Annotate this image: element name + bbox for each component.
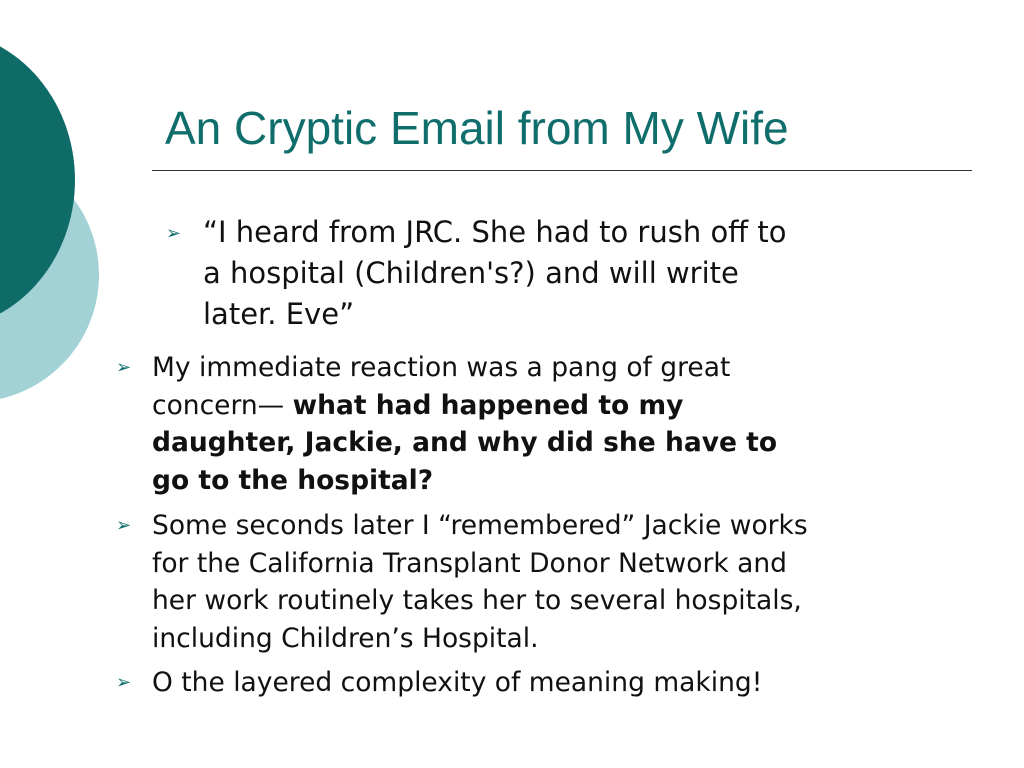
- bullet-emphasis: daughter, Jackie, and why did she have to: [152, 427, 778, 458]
- bullet-text: concern—: [152, 389, 293, 421]
- arrow-bullet-icon: ➢: [166, 223, 182, 244]
- quote-line: a hospital (Children's?) and will write: [203, 256, 739, 290]
- bullet-remembered: [116, 507, 952, 657]
- bullet-conclusion: [116, 664, 952, 702]
- bullet-emphasis: go to the hospital?: [152, 464, 434, 496]
- bullet-emphasis: what had happened to my: [292, 389, 684, 421]
- arrow-bullet-icon: ➢: [116, 357, 132, 378]
- bullet-text: her work routinely takes her to several hospitals,: [152, 585, 802, 616]
- quote-bullet: [166, 212, 933, 335]
- bullet-reaction: [116, 349, 952, 499]
- bullet-text: My immediate reaction was a pang of great: [152, 352, 731, 383]
- bullet-text: Some seconds later I “remembered” Jackie works: [152, 510, 808, 541]
- bullet-text: for the California Transplant Donor Network and: [152, 547, 787, 579]
- arrow-bullet-icon: ➢: [116, 672, 132, 693]
- quote-line: “I heard from JRC. She had to rush off to: [203, 215, 787, 249]
- quote-line: later. Eve”: [203, 297, 355, 331]
- bullet-text: O the layered complexity of meaning making!: [152, 667, 763, 698]
- title-divider: [152, 170, 972, 171]
- arrow-bullet-icon: ➢: [116, 515, 132, 536]
- bullet-text: including Children’s Hospital.: [152, 622, 539, 654]
- slide-title: An Cryptic Email from My Wife: [165, 102, 789, 154]
